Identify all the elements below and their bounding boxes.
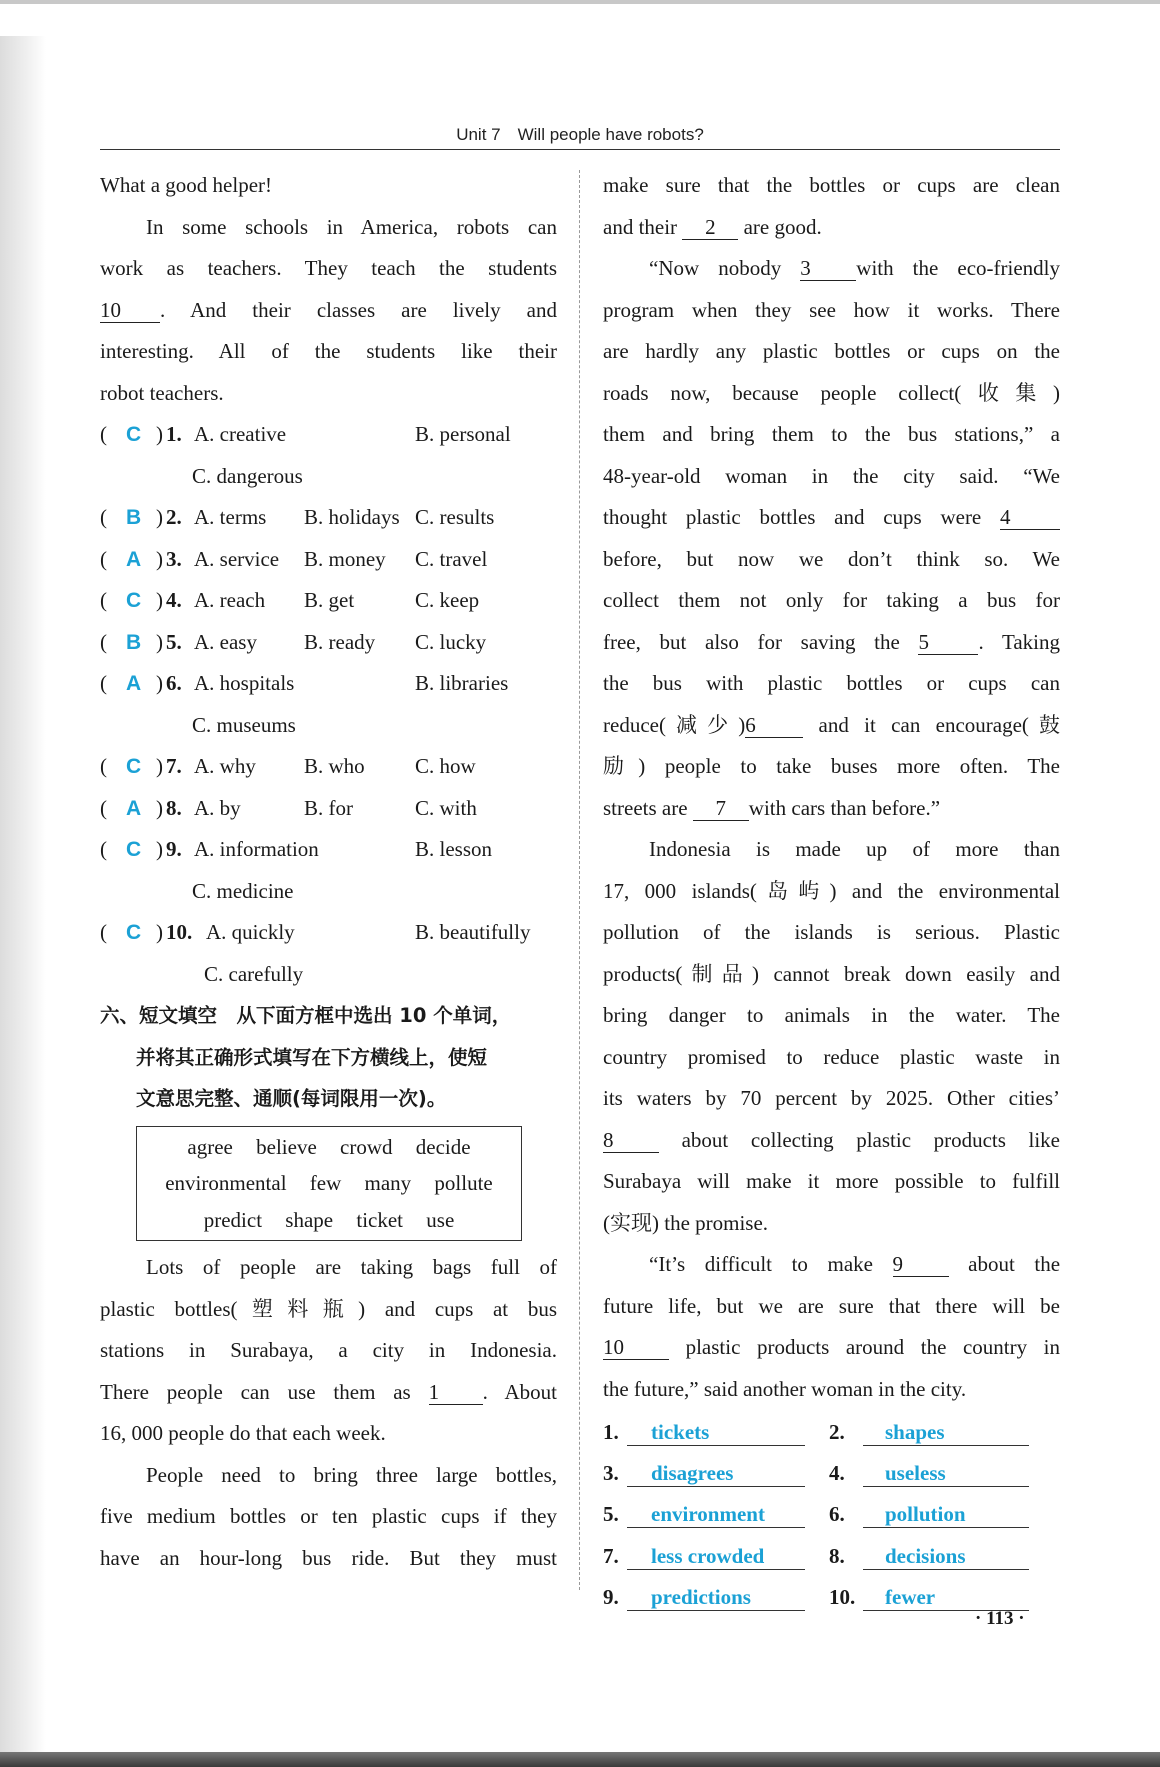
text-fragment: thought plastic bottles and cups were	[603, 505, 982, 529]
option-a: A. terms	[194, 505, 267, 529]
paren-right: )	[156, 754, 163, 778]
answer-row	[603, 1536, 1060, 1577]
option-c: C. museums	[192, 712, 296, 737]
paren-left: (	[100, 629, 107, 654]
answer-value: fewer	[863, 1584, 1029, 1611]
question-item	[100, 539, 557, 581]
word: use	[426, 1207, 455, 1232]
word-box-row	[137, 1165, 521, 1202]
option-b: B. personal	[415, 422, 511, 446]
text-line: bring danger to animals in the water. The	[603, 1003, 1060, 1027]
text-line	[603, 1120, 1060, 1162]
paren-right: )	[156, 588, 163, 612]
option-b: B. get	[304, 588, 355, 612]
answer-grid	[603, 1412, 1060, 1618]
answer-value: decisions	[863, 1543, 1029, 1570]
text-line: country promised to reduce plastic waste in	[603, 1044, 1060, 1069]
blank-6: 6	[745, 713, 803, 738]
text-line: In some schools in America, robots can	[146, 214, 557, 239]
text-line: roads now, because people collect(收集)	[603, 380, 1060, 405]
text-line: work as teachers. They teach the students	[100, 256, 557, 280]
answer-letter: C	[126, 589, 142, 612]
text-fragment: reduce(减少)	[603, 712, 746, 737]
paren-right: )	[156, 422, 163, 446]
text-line: its waters by 70 percent by 2025. Other cities’	[603, 1086, 1060, 1110]
blank-5: 5	[918, 630, 978, 655]
blank-7: 7	[693, 796, 749, 821]
text-line: five medium bottles or ten plastic cups if they	[100, 1504, 557, 1528]
question-item-cont	[100, 954, 557, 996]
text-line	[603, 622, 1060, 664]
text-line: future life, but we are sure that there will be	[603, 1293, 1060, 1318]
text-fragment: and their	[603, 214, 678, 239]
text-line: 励) people to take buses more often. The	[603, 754, 1060, 778]
question-item	[100, 912, 557, 954]
answer-cell	[829, 1536, 1029, 1577]
text-line: pollution of the islands is serious. Plastic	[603, 920, 1060, 944]
word: few	[309, 1171, 342, 1195]
text-fragment: and it can encourage(鼓	[818, 712, 1060, 737]
option-c: C. keep	[415, 588, 480, 612]
paren-left: (	[100, 754, 107, 778]
right-column	[603, 165, 1060, 1618]
answer-cell	[829, 1412, 1029, 1453]
paren-left: (	[100, 546, 107, 571]
answer-letter: B	[126, 506, 142, 529]
paren-left: (	[100, 505, 107, 529]
option-b: B. lesson	[415, 837, 493, 861]
answer-letter: A	[126, 796, 142, 820]
option-a: A. hospitals	[194, 671, 295, 695]
word-box	[136, 1126, 522, 1242]
option-c: C. results	[415, 505, 495, 529]
answer-row	[603, 1494, 1060, 1535]
option-c: C. with	[415, 795, 477, 820]
text-line	[603, 1244, 1060, 1286]
blank-8: 8	[603, 1128, 659, 1153]
option-a: A. creative	[194, 422, 287, 446]
paren-right: )	[156, 629, 163, 654]
question-number: 6.	[166, 671, 182, 695]
text-line	[603, 705, 1060, 747]
text-fragment: with cars than before.”	[748, 795, 941, 820]
blank-3: 3	[800, 256, 856, 281]
text-line	[100, 290, 557, 332]
text-fragment: . And their classes are lively and	[160, 297, 557, 322]
text-fragment: . About	[482, 1379, 557, 1404]
question-number: 3.	[166, 546, 182, 571]
text-fragment: There people can use them as	[100, 1379, 411, 1404]
word: ticket	[356, 1207, 404, 1232]
text-line: interesting. All of the students like their	[100, 339, 557, 363]
answer-value: disagrees	[627, 1460, 805, 1487]
text-line: the future,” said another woman in the city.	[603, 1376, 967, 1401]
text-line	[603, 788, 1060, 830]
blank-2: 2	[682, 215, 738, 240]
left-column	[100, 165, 557, 1579]
text-line: (实现) the promise.	[603, 1210, 769, 1235]
text-line	[603, 207, 1060, 249]
question-number: 4.	[166, 588, 182, 612]
question-number: 8.	[166, 795, 182, 820]
question-number: 2.	[166, 505, 182, 529]
paren-right: )	[156, 920, 163, 944]
text-line: robot teachers.	[100, 380, 224, 405]
text-line: them and bring them to the bus stations,” a	[603, 422, 1060, 446]
question-item-cont	[100, 705, 557, 747]
section-heading	[100, 995, 557, 1120]
option-b: B. money	[304, 546, 386, 571]
option-a: A. service	[194, 546, 280, 571]
word: pollute	[434, 1171, 493, 1195]
option-b: B. for	[304, 795, 353, 820]
question-number: 1.	[166, 422, 182, 446]
paren-right: )	[156, 546, 163, 571]
text-line: have an hour-long bus ride. But they must	[100, 1545, 557, 1570]
blank-1: 1	[429, 1380, 483, 1405]
paren-left: (	[100, 920, 107, 944]
page-number: · 113 ·	[975, 1608, 1025, 1629]
option-a: A. why	[194, 754, 256, 778]
option-c: C. carefully	[204, 961, 304, 986]
page-shadow	[0, 36, 46, 1752]
answer-value: predictions	[627, 1584, 805, 1611]
answer-cell	[603, 1536, 805, 1577]
text-line: are hardly any plastic bottles or cups on the	[603, 339, 1060, 363]
word: agree	[187, 1134, 233, 1159]
top-edge	[0, 0, 1160, 4]
header-rule	[100, 149, 1060, 150]
text-fragment: free, but also for saving the	[603, 629, 900, 654]
word-box-row	[137, 1202, 521, 1239]
word: many	[364, 1171, 412, 1195]
text-line: program when they see how it works. There	[603, 297, 1060, 322]
text-line: What a good helper!	[100, 173, 273, 197]
option-b: B. holidays	[304, 505, 400, 529]
answer-number: 8.	[829, 1543, 845, 1568]
answer-letter: C	[126, 423, 142, 446]
word: environmental	[165, 1171, 287, 1195]
text-line: the bus with plastic bottles or cups can	[603, 671, 1060, 695]
option-c: C. dangerous	[192, 463, 303, 488]
page-header: Unit 7 Will people have robots?	[456, 125, 704, 144]
answer-row	[603, 1412, 1060, 1453]
answer-cell	[829, 1494, 1029, 1535]
blank-10: 10	[100, 298, 160, 323]
answer-cell	[603, 1494, 805, 1535]
blank-9: 9	[893, 1252, 949, 1277]
blank-4: 4	[1000, 505, 1060, 530]
text-fragment: about collecting plastic products like	[681, 1127, 1060, 1152]
answer-number: 7.	[603, 1543, 619, 1568]
answer-cell	[603, 1453, 805, 1494]
question-item	[100, 746, 557, 788]
paren-right: )	[156, 795, 163, 820]
word: crowd	[340, 1134, 393, 1159]
option-b: B. who	[304, 754, 365, 778]
text-line: collect them not only for taking a bus for	[603, 588, 1060, 612]
answer-value: environment	[627, 1501, 805, 1528]
text-line: 16, 000 people do that each week.	[100, 1421, 386, 1445]
text-line: Lots of people are taking bags full of	[146, 1255, 557, 1279]
question-number: 9.	[166, 837, 182, 861]
option-b: B. libraries	[415, 671, 509, 695]
word: believe	[256, 1134, 317, 1159]
text-fragment: about the	[968, 1252, 1060, 1276]
word: shape	[285, 1207, 334, 1232]
text-line: Surabaya will make it more possible to fulfill	[603, 1169, 1060, 1193]
text-line	[603, 497, 1060, 539]
question-item-cont	[100, 871, 557, 913]
text-line: 48-year-old woman in the city said. “We	[603, 463, 1060, 488]
answer-number: 9.	[603, 1584, 619, 1609]
option-c: C. medicine	[192, 878, 294, 903]
answer-letter: A	[126, 672, 142, 695]
question-item	[100, 497, 557, 539]
answer-number: 10.	[829, 1584, 856, 1609]
text-line	[603, 248, 1060, 290]
paren-left: (	[100, 588, 107, 612]
option-b: B. beautifully	[415, 920, 531, 944]
option-c: C. lucky	[415, 629, 487, 654]
answer-letter: A	[126, 547, 142, 571]
paren-left: (	[100, 795, 107, 820]
answer-number: 5.	[603, 1502, 619, 1527]
text-line	[100, 1372, 557, 1414]
paren-left: (	[100, 671, 107, 695]
answer-value: useless	[863, 1460, 1029, 1487]
text-line: Indonesia is made up of more than	[649, 837, 1060, 861]
answer-value: pollution	[863, 1501, 1029, 1528]
question-number: 5.	[166, 629, 182, 654]
bottom-edge	[0, 1752, 1160, 1767]
answer-letter: C	[126, 838, 142, 861]
paren-left: (	[100, 422, 107, 446]
option-a: A. reach	[194, 588, 266, 612]
text-fragment: . Taking	[978, 629, 1060, 654]
answer-cell	[829, 1453, 1029, 1494]
section-line: 六、短文填空 从下面方框中选出 10 个单词，	[100, 1004, 512, 1027]
section-line: 并将其正确形式填写在下方横线上，使短	[136, 1045, 488, 1069]
text-line: plastic bottles(塑料瓶) and cups at bus	[100, 1296, 557, 1321]
option-a: A. easy	[194, 629, 257, 654]
text-fragment: “Now nobody	[649, 256, 782, 280]
blank-10: 10	[603, 1335, 669, 1360]
word: predict	[203, 1207, 263, 1232]
option-c: C. how	[415, 754, 476, 778]
answer-value: shapes	[863, 1419, 1029, 1446]
answer-number: 3.	[603, 1461, 619, 1486]
word: decide	[415, 1134, 471, 1159]
section-line: 文意思完整、通顺(每词限用一次)。	[136, 1087, 447, 1110]
paren-right: )	[156, 505, 163, 529]
answer-cell	[603, 1577, 805, 1618]
answer-letter: C	[126, 755, 142, 778]
paren-right: )	[156, 837, 163, 861]
answer-number: 6.	[829, 1502, 845, 1527]
answer-value: tickets	[627, 1419, 805, 1446]
option-b: B. ready	[304, 629, 376, 654]
question-item	[100, 580, 557, 622]
word-box-row	[137, 1129, 521, 1166]
answer-letter: C	[126, 921, 142, 944]
text-fragment: are good.	[743, 214, 822, 239]
question-item	[100, 622, 557, 664]
text-line: People need to bring three large bottles,	[146, 1462, 557, 1487]
question-item	[100, 829, 557, 871]
answer-letter: B	[126, 630, 142, 654]
text-fragment: “It’s difficult to make	[649, 1252, 873, 1276]
question-item	[100, 414, 557, 456]
option-a: A. information	[194, 837, 319, 861]
answer-cell	[603, 1412, 805, 1453]
answer-number: 4.	[829, 1461, 845, 1486]
question-number: 7.	[166, 754, 182, 778]
option-a: A. quickly	[206, 920, 295, 944]
option-c: C. travel	[415, 546, 488, 571]
text-line: 17, 000 islands(岛屿) and the environmental	[603, 878, 1060, 903]
question-item	[100, 788, 557, 830]
answer-row	[603, 1453, 1060, 1494]
answer-value: less crowded	[627, 1543, 805, 1570]
answer-number: 1.	[603, 1420, 619, 1444]
answer-number: 2.	[829, 1420, 845, 1444]
paren-right: )	[156, 671, 163, 695]
question-item-cont	[100, 456, 557, 498]
paren-left: (	[100, 837, 107, 861]
text-fragment: with the eco-friendly	[856, 256, 1060, 280]
text-line: make sure that the bottles or cups are clean	[603, 173, 1060, 197]
question-number: 10.	[166, 920, 193, 944]
text-fragment: plastic products around the country in	[685, 1335, 1060, 1359]
text-line	[603, 1327, 1060, 1369]
text-fragment: streets are	[603, 795, 688, 820]
option-a: A. by	[194, 795, 241, 820]
column-divider	[579, 170, 580, 1590]
text-line: before, but now we don’t think so. We	[603, 546, 1060, 571]
text-line: products(制品) cannot break down easily and	[603, 961, 1060, 986]
question-item	[100, 663, 557, 705]
text-line: stations in Surabaya, a city in Indonesia.	[100, 1338, 557, 1362]
